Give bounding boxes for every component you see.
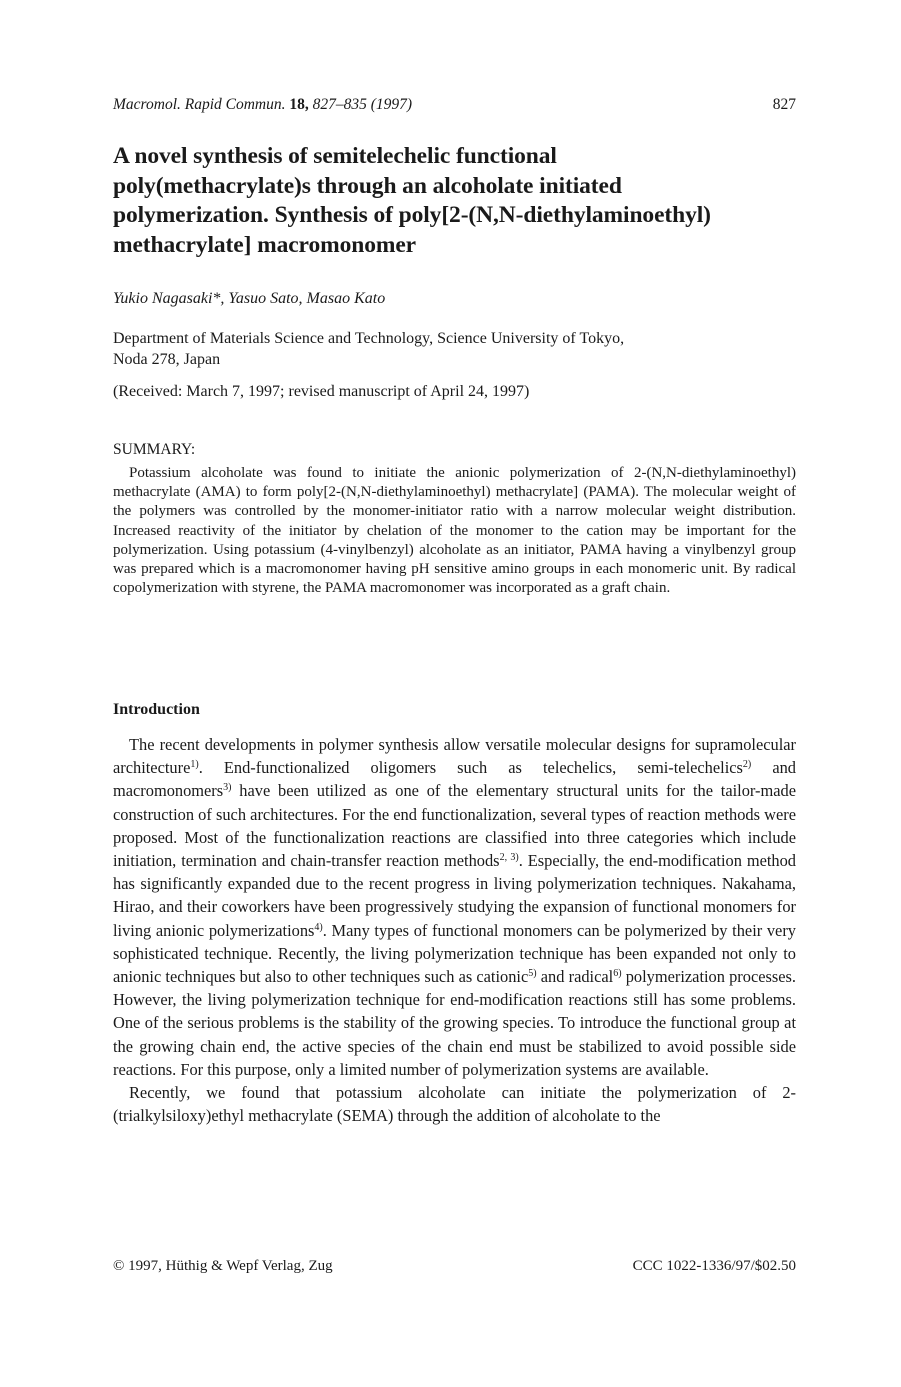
running-header <box>113 96 796 114</box>
affiliation-line-2: Noda 278, Japan <box>113 351 221 368</box>
intro-paragraph-1 <box>113 733 796 1081</box>
intro-p1-text: . End-functionalized oligomers such as telechelics, semi-telechelics <box>198 758 743 778</box>
reference-marker: 5) <box>528 968 537 980</box>
author-list: Yukio Nagasaki*, Yasuo Sato, Masao Kato <box>113 290 386 307</box>
affiliation-line-1: Department of Materials Science and Technology, Science University of Tokyo, <box>113 330 625 347</box>
received-dates: (Received: March 7, 1997; revised manuscript of April 24, 1997) <box>113 383 530 400</box>
intro-p1-text: and macromonomers <box>113 758 797 801</box>
journal-pages: 827–835 (1997) <box>312 96 413 113</box>
intro-p1-text: polymerization processes. However, the living polymerization technique for end-modification reactions still has some problems. One of the serious problems is the stability of the growing species. To introduce the functional group at the growing chain end, the active species of the chain end must be stabilized to avoid possible side reactions. For this purpose, only a limited number of polymerization systems are available. <box>113 967 797 1079</box>
reference-marker: 3) <box>223 782 232 794</box>
intro-p1-text: The recent developments in polymer synthesis allow versatile molecular designs for supramolecular architecture <box>113 735 796 778</box>
intro-p1-text: . Especially, the end-modification method has significantly expanded due to the recent progress in living polymerization techniques. Nakahama, Hirao, and their coworkers have been progressively studying the expansion of functional monomers for living anionic polymerizations <box>113 851 796 940</box>
introduction-body <box>113 733 796 1127</box>
intro-p1-text: have been utilized as one of the elementary structural units for the tailor-made construction of such architectures. For the end functionalization, several types of reaction methods were proposed. Most of the functionalization reactions are classified into three categories which include initiation, termination and chain-transfer reaction methods <box>113 781 796 871</box>
article-title: A novel synthesis of semitelechelic functional poly(methacrylate)s through an alcoholate initiated polymerization. Synthesis of poly[2-(N,N-diethylaminoethyl) methacrylate] macromonomer <box>113 143 711 258</box>
affiliation <box>113 328 796 370</box>
summary-heading: SUMMARY: <box>113 441 196 458</box>
reference-marker: 6) <box>613 968 622 980</box>
journal-volume: 18, <box>289 96 309 113</box>
intro-paragraph-2: Recently, we found that potassium alcoholate can initiate the polymerization of 2-(trialkylsiloxy)ethyl methacrylate (SEMA) through the addition of alcoholate to the <box>113 1083 796 1126</box>
journal-name: Macromol. Rapid Commun. <box>113 96 286 113</box>
ccc-code: CCC 1022-1336/97/$02.50 <box>632 1258 796 1274</box>
reference-marker: 1) <box>190 759 199 771</box>
intro-p1-text: and radical <box>536 967 614 987</box>
intro-p1-text: . Many types of functional monomers can be polymerized by their very sophisticated technique. Recently, the living polymerization technique has been expanded not only to anionic techniques but also to other techniques such as cationic <box>113 920 796 987</box>
reference-marker: 4) <box>314 921 323 933</box>
reference-marker: 2) <box>742 759 752 771</box>
reference-marker: 2, 3) <box>499 852 519 864</box>
page-footer <box>113 1258 796 1275</box>
summary-text: Potassium alcoholate was found to initiate the anionic polymerization of 2-(N,N-diethylaminoethyl) methacrylate (AMA) to form poly[2-(N,N-diethylaminoethyl) methacrylate] (PAMA). The molecular weight of the polymers was controlled by the monomer-initiator ratio with a narrow molecular weight distribution. Increased reactivity of the initiator by chelation of the monomer to the cation may be important for the polymerization. Using potassium (4-vinylbenzyl) alcoholate as an initiator, PAMA having a vinylbenzyl group was prepared which is a macromonomer having pH sensitive amino groups in each monomeric unit. By radical copolymerization with styrene, the PAMA macromonomer was incorporated as a graft chain. <box>113 465 796 597</box>
introduction-heading: Introduction <box>113 701 200 718</box>
page-number: 827 <box>772 96 796 113</box>
copyright-notice: © 1997, Hüthig & Wepf Verlag, Zug <box>113 1258 333 1274</box>
